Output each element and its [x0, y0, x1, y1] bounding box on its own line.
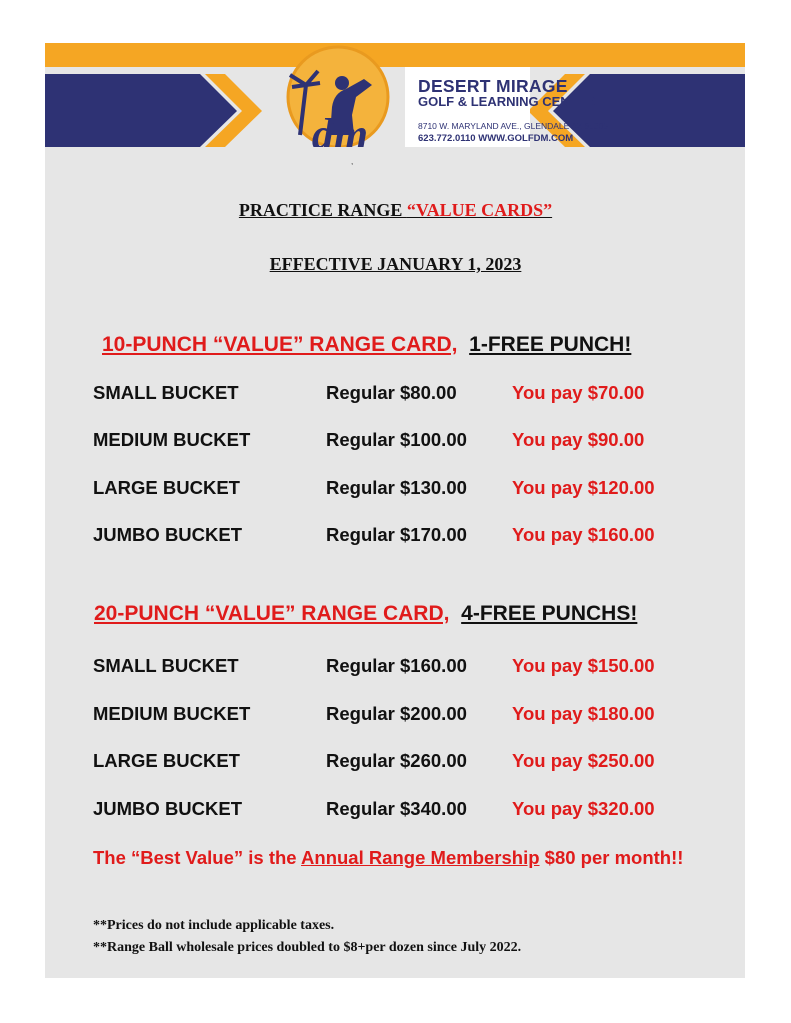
bucket-size: LARGE BUCKET: [93, 477, 240, 498]
best-value-callout: [93, 846, 693, 870]
bucket-size: JUMBO BUCKET: [93, 798, 243, 819]
card-title-bonus: 4-FREE PUNCHS!: [461, 602, 638, 625]
regular-price: Regular $340.00: [326, 798, 467, 819]
price-row: [0, 798, 791, 822]
monogram-text: dm: [311, 110, 369, 153]
regular-price: Regular $200.00: [326, 703, 467, 724]
discount-price: You pay $320.00: [512, 798, 655, 819]
bucket-size: MEDIUM BUCKET: [93, 703, 251, 724]
bucket-size: JUMBO BUCKET: [93, 524, 243, 545]
annual-membership-link: Annual Range Membership: [301, 847, 540, 868]
regular-price: Regular $130.00: [326, 477, 467, 498]
price-row: [0, 655, 791, 679]
regular-price: Regular $260.00: [326, 750, 467, 771]
tax-note: **Prices do not include applicable taxes.: [93, 918, 335, 933]
brand-address: 8710 W. MARYLAND AVE., GLENDALE AZ 85305: [418, 121, 609, 131]
golf-ball-sun-icon: [260, 45, 420, 153]
price-row: [0, 382, 791, 406]
price-row: [0, 477, 791, 501]
stray-mark: ,: [351, 157, 354, 166]
title-highlight: “VALUE CARDS”: [406, 200, 553, 220]
discount-price: You pay $250.00: [512, 750, 655, 771]
ball-price-note: **Range Ball wholesale prices doubled to $8+per dozen since July 2022.: [93, 940, 522, 955]
card-title-20-punch: [94, 602, 637, 626]
discount-price: You pay $90.00: [512, 429, 645, 450]
bucket-size: SMALL BUCKET: [93, 655, 239, 676]
price-row: [0, 524, 791, 548]
bucket-size: LARGE BUCKET: [93, 750, 240, 771]
brand-contact: 623.772.0110 WWW.GOLFDM.COM: [418, 133, 574, 144]
regular-price: Regular $160.00: [326, 655, 467, 676]
page-title: [0, 200, 791, 221]
discount-price: You pay $70.00: [512, 382, 645, 403]
best-value-after: $80 per month!!: [539, 847, 684, 868]
bucket-size: MEDIUM BUCKET: [93, 429, 251, 450]
title-prefix: PRACTICE RANGE: [238, 200, 407, 220]
card-title-red: 10-PUNCH “VALUE” RANGE CARD,: [102, 333, 458, 356]
effective-date: EFFECTIVE JANUARY 1, 2023: [269, 254, 522, 274]
discount-price: You pay $150.00: [512, 655, 655, 676]
discount-price: You pay $180.00: [512, 703, 655, 724]
card-title-10-punch: [102, 333, 631, 357]
regular-price: Regular $100.00: [326, 429, 467, 450]
brand-name: DESERT MIRAGE: [418, 76, 568, 96]
bucket-size: SMALL BUCKET: [93, 382, 239, 403]
desert-mirage-logo: [260, 45, 609, 153]
regular-price: Regular $80.00: [326, 382, 457, 403]
regular-price: Regular $170.00: [326, 524, 467, 545]
best-value-before: The “Best Value” is the: [93, 847, 302, 868]
discount-price: You pay $120.00: [512, 477, 655, 498]
card-title-red: 20-PUNCH “VALUE” RANGE CARD,: [94, 602, 450, 625]
price-row: [0, 750, 791, 774]
flyer-page: [45, 43, 745, 978]
header-banner: [45, 43, 745, 153]
brand-subtitle: GOLF & LEARNING CENTER: [418, 94, 596, 109]
discount-price: You pay $160.00: [512, 524, 655, 545]
price-row: [0, 703, 791, 727]
price-row: [0, 429, 791, 453]
card-title-bonus: 1-FREE PUNCH!: [469, 333, 632, 356]
